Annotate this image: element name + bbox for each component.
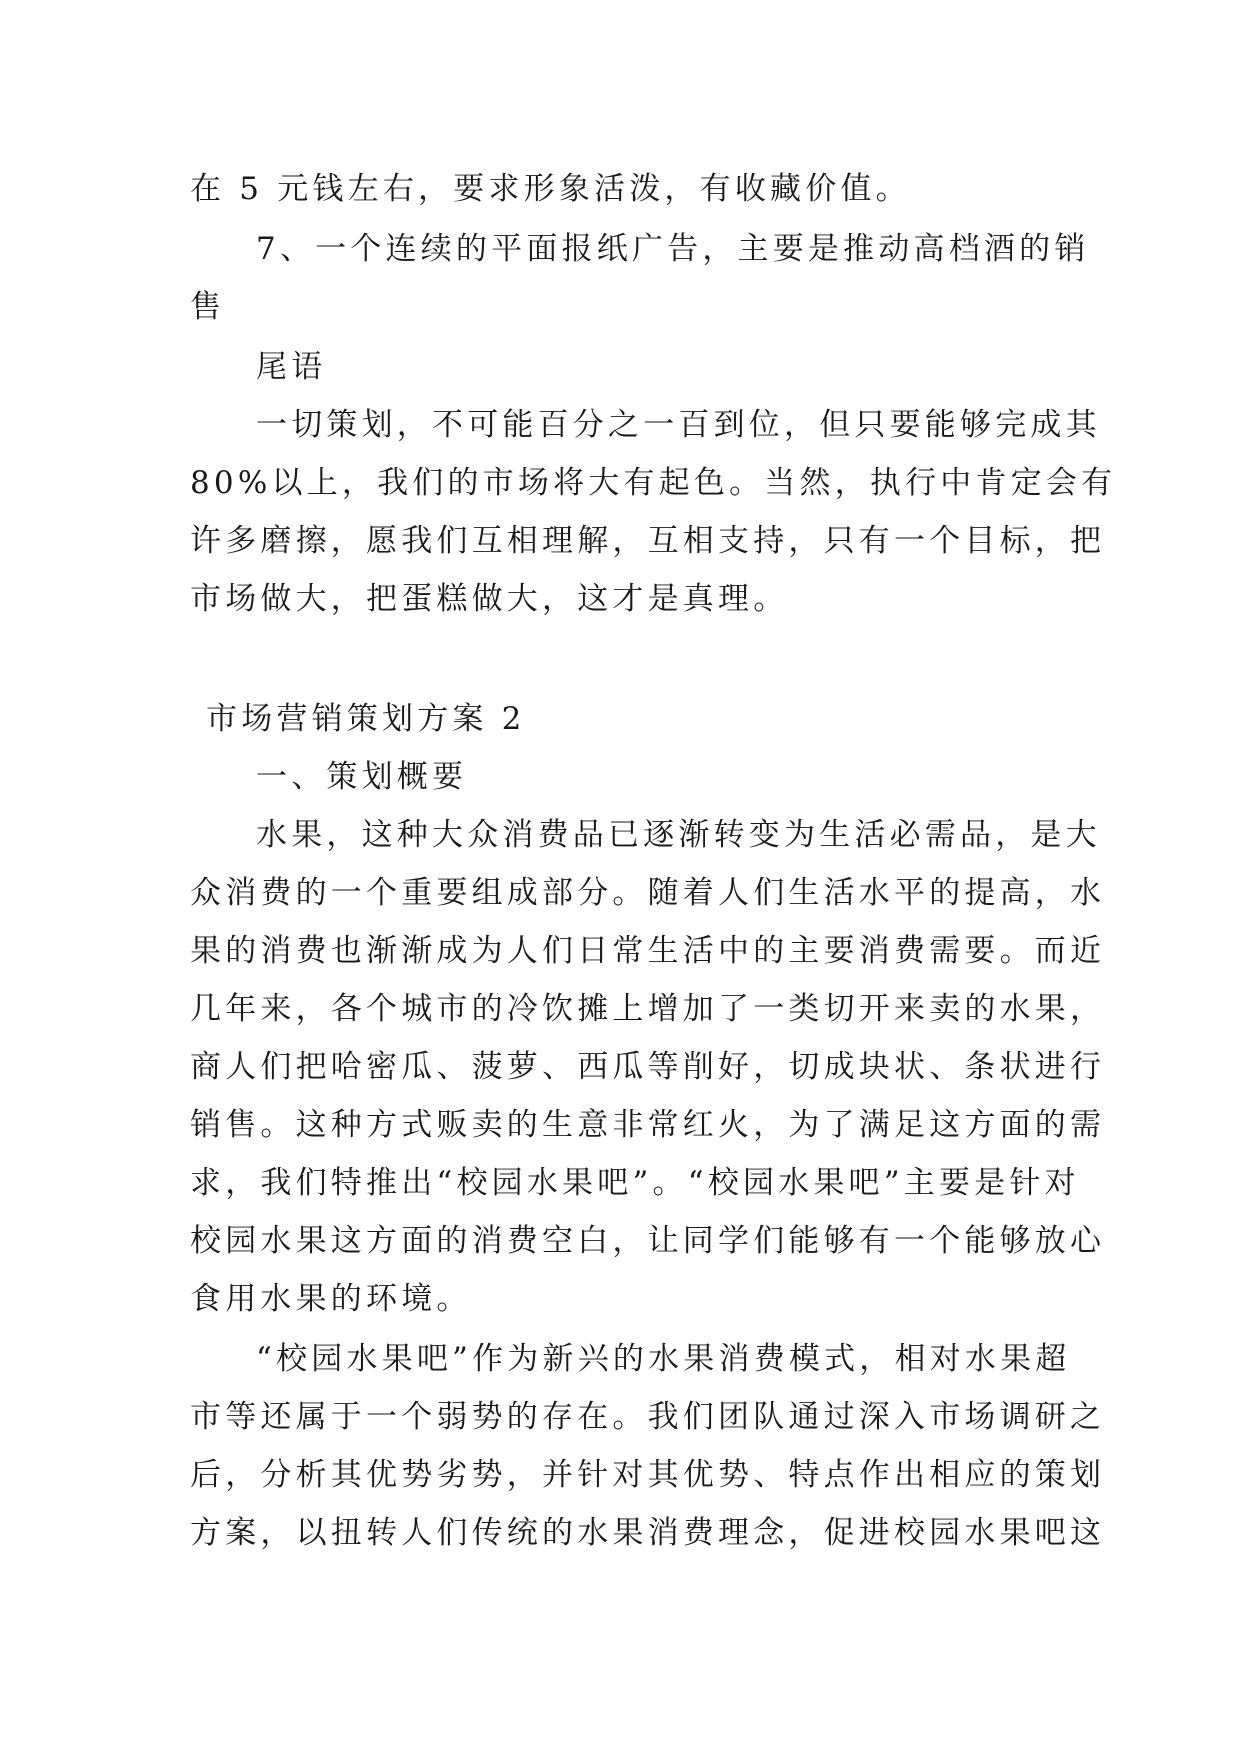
text-line: 食用水果的环境。 [190,1281,472,1317]
text-line: 众消费的一个重要组成部分。随着人们生活水平的提高，水 [190,875,1106,911]
closing-paragraph [190,396,1117,628]
text-line: 80%以上，我们的市场将大有起色。当然，执行中肯定会有 [190,465,1117,501]
text-line: “校园水果吧”作为新兴的水果消费模式，相对水果超 [256,1341,1071,1377]
text-line: 市场做大，把蛋糕做大，这才是真理。 [190,581,789,617]
document-body [190,160,1117,1562]
section-title: 市场营销策划方案 2 [206,701,526,737]
text-line: 果的消费也渐渐成为人们日常生活中的主要消费需要。而近 [190,933,1106,969]
text-line: 后，分析其优势劣势，并针对其优势、特点作出相应的策划 [190,1457,1106,1493]
subheading: 一、策划概要 [256,759,468,795]
text-line: 几年来，各个城市的冷饮摊上增加了一类切开来卖的水果， [190,991,1106,1027]
text-line: 一切策划，不可能百分之一百到位，但只要能够完成其 [256,407,1101,443]
text-line: 在 5 元钱左右，要求形象活泼，有收藏价值。 [190,171,911,207]
text-line: 7、一个连续的平面报纸广告，主要是推动高档酒的销 [256,231,1090,267]
list-item-7 [190,220,1090,336]
text-line: 商人们把哈密瓜、菠萝、西瓜等削好，切成块状、条状进行 [190,1049,1106,1085]
text-line: 售 [190,289,226,325]
paragraph [190,1330,1106,1562]
text-line: 许多磨擦，愿我们互相理解，互相支持，只有一个目标，把 [190,523,1106,559]
text-line: 市等还属于一个弱势的存在。我们团队通过深入市场调研之 [190,1399,1106,1435]
closing-heading: 尾语 [256,349,327,385]
text-line: 求，我们特推出“校园水果吧”。“校园水果吧”主要是针对 [190,1165,1080,1201]
text-line: 水果，这种大众消费品已逐渐转变为生活必需品，是大 [256,817,1101,853]
text-line: 销售。这种方式贩卖的生意非常红火，为了满足这方面的需 [190,1107,1106,1143]
text-line: 方案，以扭转人们传统的水果消费理念，促进校园水果吧这 [190,1515,1106,1551]
paragraph [190,806,1106,1328]
text-line: 校园水果这方面的消费空白，让同学们能够有一个能够放心 [190,1223,1106,1259]
